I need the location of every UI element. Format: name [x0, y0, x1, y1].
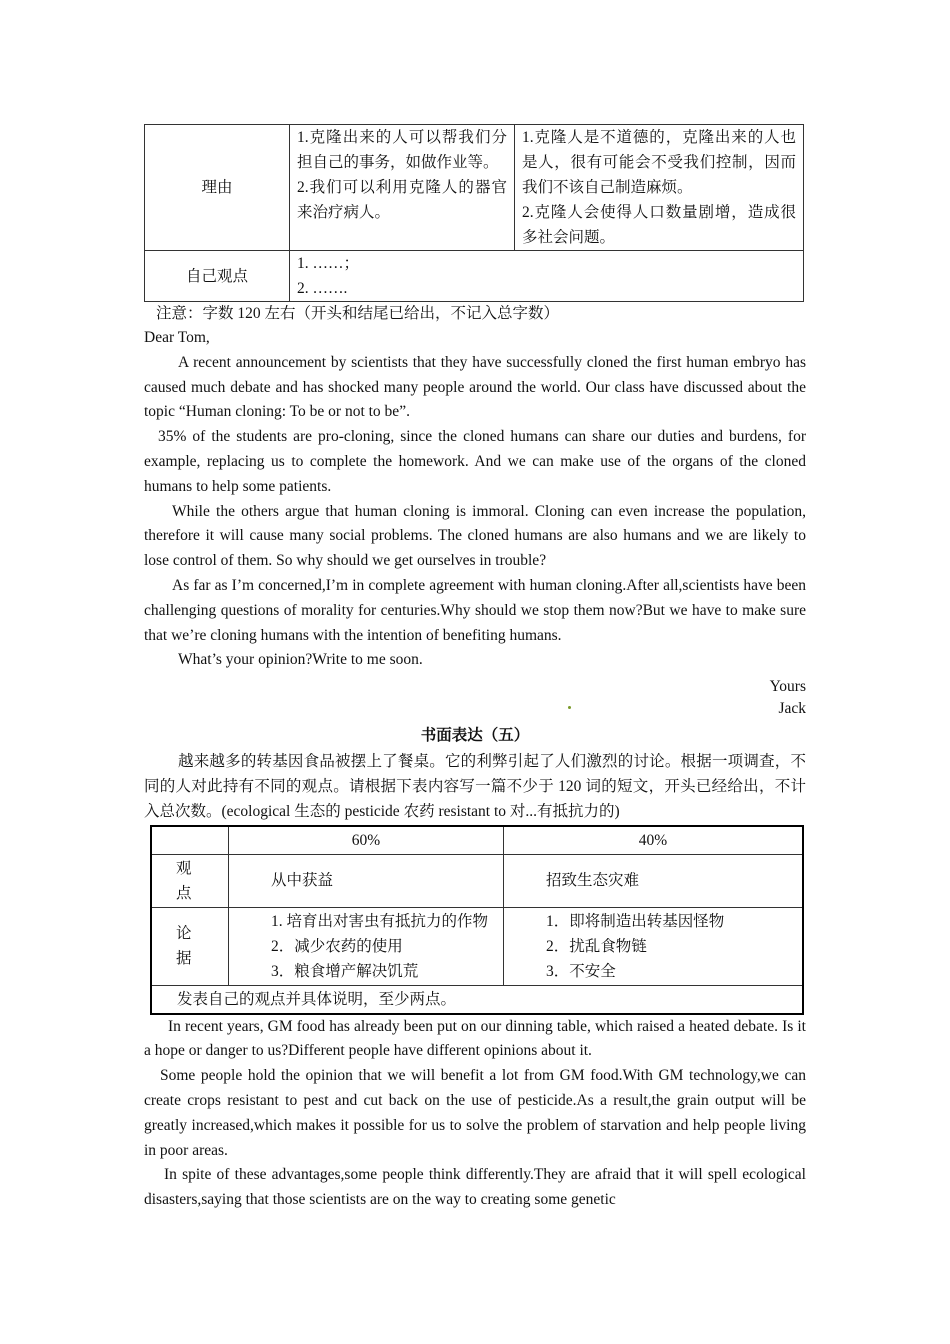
document-page: [144, 124, 806, 1213]
essay-paragraph: In recent years, GM food has already been put on our dinning table, which raised a heated debate. Is it a hope or danger to us?Different people have different opinions about it.: [144, 1017, 806, 1060]
pro-reason: 1.克隆出来的人可以帮我们分担自己的事务，如做作业等。: [297, 129, 507, 171]
own-view-line: 2. …….: [297, 280, 348, 297]
letter-paragraph: While the others argue that human cloning is immoral. Cloning can even increase the population, therefore it will cause many social problems. The cloned humans are also humans and we are likely to lose control of them. So why should we get ourselves in trouble?: [144, 502, 806, 570]
letter-paragraph: What’s your opinion?Write to me soon.: [178, 651, 423, 669]
cloning-table: [144, 124, 804, 302]
pro-reason: 2.我们可以利用克隆人的器官来治疗病人。: [297, 179, 507, 221]
own-view-label: 自己观点: [145, 251, 290, 302]
letter-greeting: Dear Tom,: [144, 329, 210, 346]
con-reasons-cell: [515, 125, 804, 251]
own-view-line: 1. ……；: [297, 255, 360, 272]
essay-paragraph: Some people hold the opinion that we will benefit a lot from GM food.With GM technology,we can create crops resistant to pest and cut back on the use of pesticide.As a result,the grain output will be greatly increased,which makes it possible for us to solve the problem of starvation and help people living in poor areas.: [144, 1067, 806, 1159]
con-percent: 40%: [504, 827, 803, 855]
pro-evidence-cell: [229, 907, 504, 985]
evidence-label: 论据: [152, 907, 229, 985]
con-evidence: 3．不安全: [546, 962, 616, 980]
reason-label: 理由: [145, 125, 290, 251]
view-label: 观点: [152, 854, 229, 907]
task-prompt: 越来越多的转基因食品被摆上了餐桌。它的利弊引起了人们激烈的讨论。根据一项调查，不同的人对此持有不同的观点。请根据下表内容写一篇不少于 120 词的短文，开头已经给出，不计入总次数。(ecological 生态的 pesticide 农药 resistant to 对...有抵抗力的): [144, 753, 806, 820]
letter-paragraph: 35% of the students are pro-cloning, since the cloned humans can share our duties and burdens, for example, replacing us to complete the homework. And we can make use of the organs of the cloned humans to help some patients.: [144, 428, 806, 495]
con-reason: 2.克隆人会使得人口数量剧增，造成很多社会问题。: [522, 204, 796, 246]
stray-dot: [568, 706, 571, 709]
empty-header-cell: [152, 827, 229, 855]
pro-percent: 60%: [229, 827, 504, 855]
essay-paragraph: In spite of these advantages,some people think differently.They are afraid that it will spell ecological disasters,saying that those scientists are on the way to creating some genetic: [144, 1166, 806, 1209]
section-title: 书面表达（五）: [420, 727, 530, 745]
letter-closing: Yours: [769, 678, 806, 696]
pro-evidence: 2．减少农药的使用: [271, 937, 403, 955]
table-footer: 发表自己的观点并具体说明，至少两点。: [152, 985, 802, 1013]
own-view-cell: [290, 251, 804, 302]
pro-view: 从中获益: [229, 854, 504, 907]
pro-evidence: 1. 培育出对害虫有抵抗力的作物: [271, 912, 489, 930]
gm-food-table: [150, 825, 804, 1015]
con-evidence-cell: [504, 907, 803, 985]
letter-signature: Jack: [778, 700, 806, 718]
con-view: 招致生态灾难: [504, 854, 803, 907]
con-evidence: 1．即将制造出转基因怪物: [546, 912, 725, 930]
letter-paragraph: As far as I’m concerned,I’m in complete agreement with human cloning.After all,scientists have been challenging questions of morality for centuries.Why should we stop them now?But we have to make sure that we’re cloning humans with the intention of benefiting humans.: [144, 576, 806, 644]
con-reason: 1.克隆人是不道德的，克隆出来的人也是人，很有可能会不受我们控制，因而我们不该自己制造麻烦。: [522, 129, 796, 196]
word-count-note: 注意：字数 120 左右（开头和结尾已给出，不记入总字数）: [156, 305, 560, 322]
pro-reasons-cell: [290, 125, 515, 251]
pro-evidence: 3．粮食增产解决饥荒: [271, 962, 419, 980]
con-evidence: 2．扰乱食物链: [546, 937, 647, 955]
letter-paragraph: A recent announcement by scientists that they have successfully cloned the first human embryo has caused much debate and has shocked many people around the world. Our class have discussed about the topic “Human cloning: To be or not to be”.: [144, 353, 806, 421]
